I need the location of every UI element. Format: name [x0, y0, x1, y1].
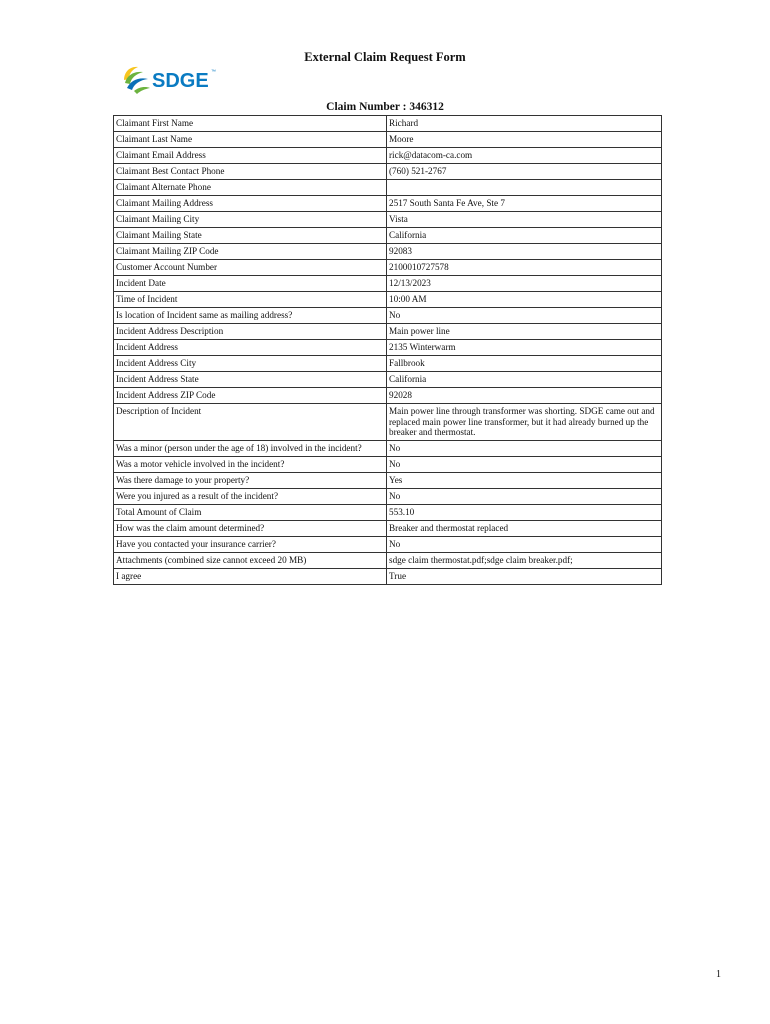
field-value: 12/13/2023 — [387, 276, 662, 292]
table-row — [114, 308, 662, 324]
field-label: Incident Address State — [114, 372, 387, 388]
table-row — [114, 440, 662, 456]
field-value: rick@datacom-ca.com — [387, 148, 662, 164]
field-label: Incident Address ZIP Code — [114, 388, 387, 404]
claim-number-heading: Claim Number : 346312 — [326, 101, 444, 113]
table-row — [114, 520, 662, 536]
table-row — [114, 456, 662, 472]
field-label: Total Amount of Claim — [114, 504, 387, 520]
field-label: Was a minor (person under the age of 18) involved in the incident? — [114, 440, 387, 456]
field-label: Attachments (combined size cannot exceed 20 MB) — [114, 552, 387, 568]
table-row — [114, 180, 662, 196]
field-value: 553.10 — [387, 504, 662, 520]
svg-text:™: ™ — [211, 69, 216, 75]
table-row — [114, 372, 662, 388]
field-label: Have you contacted your insurance carrier? — [114, 536, 387, 552]
field-label: Claimant Mailing City — [114, 212, 387, 228]
field-label: Customer Account Number — [114, 260, 387, 276]
field-label: Time of Incident — [114, 292, 387, 308]
field-value: Main power line — [387, 324, 662, 340]
field-value: 92083 — [387, 244, 662, 260]
table-row — [114, 212, 662, 228]
field-value: (760) 521-2767 — [387, 164, 662, 180]
table-row — [114, 228, 662, 244]
field-value: Moore — [387, 132, 662, 148]
field-label: Incident Date — [114, 276, 387, 292]
table-row — [114, 388, 662, 404]
table-row — [114, 504, 662, 520]
table-row — [114, 552, 662, 568]
table-row — [114, 536, 662, 552]
table-row — [114, 568, 662, 584]
field-label: How was the claim amount determined? — [114, 520, 387, 536]
page-number: 1 — [716, 969, 721, 980]
table-row — [114, 488, 662, 504]
field-label: Is location of Incident same as mailing address? — [114, 308, 387, 324]
field-value: Yes — [387, 472, 662, 488]
table-row — [114, 132, 662, 148]
table-row — [114, 324, 662, 340]
sdge-logo — [121, 63, 217, 95]
claim-details-table — [113, 115, 662, 585]
field-label: Incident Address Description — [114, 324, 387, 340]
field-value: Vista — [387, 212, 662, 228]
field-label: Claimant Last Name — [114, 132, 387, 148]
field-value: California — [387, 372, 662, 388]
table-row — [114, 356, 662, 372]
field-value: Main power line through transformer was shorting. SDGE came out and replaced main power line transformer, but it had already burned up the breaker and thermostat. — [387, 404, 662, 441]
field-label: I agree — [114, 568, 387, 584]
field-value: 92028 — [387, 388, 662, 404]
field-label: Description of Incident — [114, 404, 387, 441]
field-value: sdge claim thermostat.pdf;sdge claim breaker.pdf; — [387, 552, 662, 568]
field-label: Were you injured as a result of the incident? — [114, 488, 387, 504]
field-label: Incident Address — [114, 340, 387, 356]
field-value: Fallbrook — [387, 356, 662, 372]
field-value: No — [387, 440, 662, 456]
field-label: Was there damage to your property? — [114, 472, 387, 488]
table-row — [114, 116, 662, 132]
field-value: Richard — [387, 116, 662, 132]
field-label: Claimant Email Address — [114, 148, 387, 164]
field-value: No — [387, 308, 662, 324]
sdge-logo-mark-icon — [124, 67, 150, 94]
field-label: Claimant Best Contact Phone — [114, 164, 387, 180]
field-value: Breaker and thermostat replaced — [387, 520, 662, 536]
field-label: Claimant Mailing Address — [114, 196, 387, 212]
sdge-logo-text: SDGE — [152, 70, 209, 92]
field-label: Claimant Alternate Phone — [114, 180, 387, 196]
field-value: 2135 Winterwarm — [387, 340, 662, 356]
field-value: No — [387, 456, 662, 472]
table-row — [114, 260, 662, 276]
field-label: Claimant Mailing State — [114, 228, 387, 244]
table-row — [114, 196, 662, 212]
table-row — [114, 148, 662, 164]
field-value: No — [387, 536, 662, 552]
table-row — [114, 244, 662, 260]
field-label: Claimant First Name — [114, 116, 387, 132]
field-value: No — [387, 488, 662, 504]
field-value — [387, 180, 662, 196]
field-label: Claimant Mailing ZIP Code — [114, 244, 387, 260]
field-value: California — [387, 228, 662, 244]
field-value: 2100010727578 — [387, 260, 662, 276]
table-row — [114, 292, 662, 308]
table-row — [114, 164, 662, 180]
field-label: Incident Address City — [114, 356, 387, 372]
field-label: Was a motor vehicle involved in the incident? — [114, 456, 387, 472]
table-row — [114, 472, 662, 488]
field-value: True — [387, 568, 662, 584]
field-value: 10:00 AM — [387, 292, 662, 308]
field-value: 2517 South Santa Fe Ave, Ste 7 — [387, 196, 662, 212]
table-row — [114, 276, 662, 292]
table-row — [114, 340, 662, 356]
table-row — [114, 404, 662, 441]
page-title: External Claim Request Form — [304, 50, 466, 64]
